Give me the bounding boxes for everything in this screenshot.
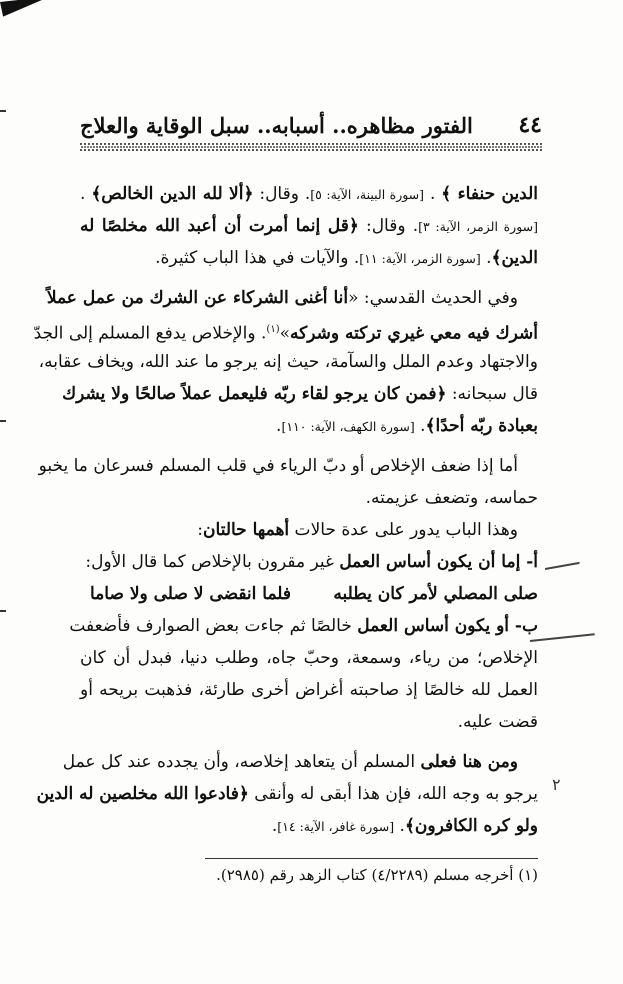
page-header [80,108,542,142]
text-line [46,282,538,314]
verse-reference: [سورة الزمر، الآية: ١١] [359,251,481,266]
text-line [80,546,538,578]
quran-verse: الدين حنفاء ﴾ [441,184,539,204]
hadith-text: أنا أغنى الشركاء عن الشرك من عمل عملاً [46,288,349,308]
footnote-marker: (١) [266,324,280,335]
text-line [80,410,538,442]
text-line: حماسه، وتضعف عزيمته. [365,488,538,508]
poem-hemistich-left: فلما انقضى لا صلى ولا صاما [90,584,292,604]
margin-tick [0,420,6,422]
quran-verse: ﴿فادعوا الله مخلصين له الدين [36,784,249,804]
quran-verse: ﴿ألا لله الدين الخالص﴾ [91,184,254,204]
pen-mark [545,562,580,570]
punct: . [414,416,426,436]
punct: . [394,816,405,836]
verse-reference: [سورة غافر، الآية: ١٤] [277,819,395,834]
footnote: (١) أخرجه مسلم (٤/٢٢٨٩) كتاب الزهد رقم (٢٩٨٥). [216,866,538,884]
footnote-rule [205,858,538,859]
verse-reference: [سورة الكهف، الآية: ١١٠] [281,419,415,434]
text: . والإخلاص يدفع المسلم إلى الجدّ [33,323,267,344]
case-heading: ب- أو يكون أساس العمل [357,616,538,636]
quran-verse: الدين﴾ [491,248,538,268]
text-line [80,514,538,546]
case-heading: أ- إما أن يكون أساس العمل [339,552,538,572]
text-line [62,746,538,778]
text: يرجو به وجه الله، فإن هذا أبقى له وأنقى [248,784,538,804]
text-line [62,378,538,410]
punct: . [424,184,442,204]
quran-verse: بعبادة ربّه أحدًا﴾ [425,416,538,436]
text-line [80,178,538,210]
text-line [80,242,538,274]
text-line: والاجتهاد وعدم الملل والسآمة، حيث إنه يرجو ما عند الله، ويخاف عقابه، [38,352,538,372]
punct: : [197,520,204,540]
poem-verse [80,578,538,610]
text-line [80,210,538,242]
text-line: العمل لله خالصًا إذ صاحبته أغراض أخرى طارئة، فذهبت بريحه أو [80,680,538,700]
emphasis: أهمها حالتان [203,520,290,540]
emphasis: ومن هنا فعلى [420,752,518,772]
page-body [33,178,539,842]
punct: . [480,248,492,268]
corner-ink-mark [0,0,52,17]
punct: . [271,816,278,836]
text: غير مقرون بالإخلاص كما قال الأول: [85,552,340,572]
text-line [69,610,538,642]
text: خالصًا ثم جاءت بعض الصوارف فأضعفت [69,616,358,636]
text: وفي الحديث القدسي: « [348,288,518,308]
running-title: الفتور مظاهره.. أسبابه.. سبل الوقاية والعلاج [80,112,473,138]
text: . والآيات في هذا الباب كثيرة. [155,248,360,268]
text: قال سبحانه: [446,384,538,404]
punct: . [276,416,282,436]
text: . وقال: [253,184,311,204]
quran-verse: ﴿فمن كان يرجو لقاء ربّه فليعمل عملاً صالحًا ولا يشرك [62,384,447,404]
poem-hemistich-right: صلى المصلي لأمر كان يطلبه [333,584,538,604]
text: . وقال: [358,216,419,236]
text-line: الإخلاص؛ من رياء، وسمعة، وحبّ جاه، وطلب دنيا، فبدل أن كان [80,648,538,668]
text-line [80,810,538,842]
verse-reference: [سورة البينة، الآية: ٥] [310,187,425,202]
handwritten-margin-note: ٢ [552,775,561,794]
margin-tick [0,610,6,612]
verse-reference: [سورة الزمر، الآية: ٣] [418,219,539,234]
text-line: أما إذا ضعف الإخلاص أو دبّ الرياء في قلب المسلم فسرعان ما يخبو [38,456,518,476]
page-number: ٤٤ [518,112,542,138]
text-line [33,314,538,346]
punct: . [80,184,92,204]
quran-verse: ﴿قل إنما أمرت أن أعبد الله مخلصًا له [80,216,359,236]
text: المسلم أن يتعاهد إخلاصه، وأن يجدده عند كل عمل [62,752,421,772]
punct: » [279,323,290,344]
hadith-text: أشرك فيه معي غيري تركته وشركه [290,323,538,344]
quran-verse: ولو كره الكافرون﴾ [404,816,538,836]
pen-mark [530,633,595,641]
text-line [36,778,538,810]
header-rule [80,143,542,151]
margin-tick [0,110,6,112]
text: وهذا الباب يدور على عدة حالات [289,520,518,540]
text-line: قضت عليه. [457,712,538,732]
